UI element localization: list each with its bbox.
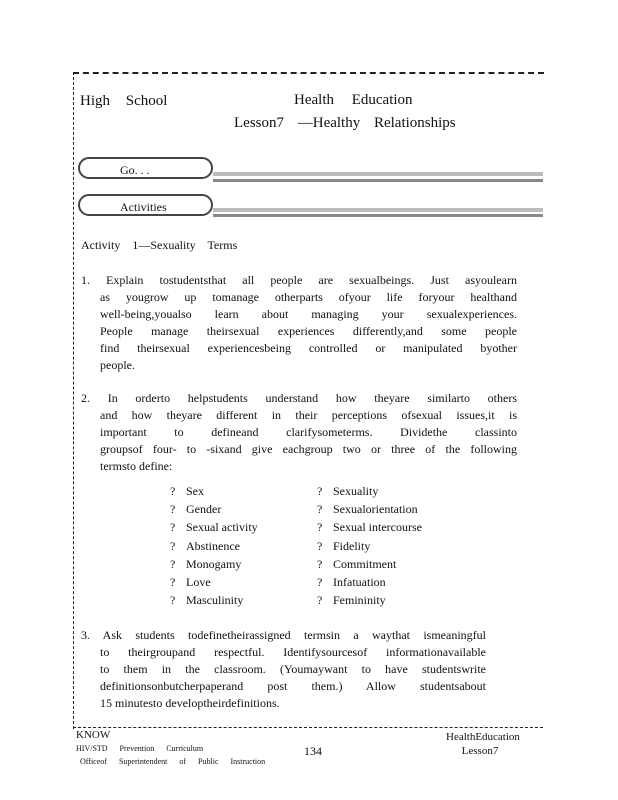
section-divider [213, 214, 543, 217]
paragraph-line: People manage theirsexual experiences differently,and some people [100, 324, 517, 338]
paragraph-line: definitionsonbutcherpaperand post them.) Allow studentsabout [100, 679, 486, 693]
footer-know-label: KNOW [76, 729, 111, 741]
section-divider [213, 172, 543, 176]
paragraph-line: 15 minutesto developtheirdefinitions. [100, 696, 280, 710]
paragraph-line: as yougrow up tomanage otherparts ofyour life foryour healthand [100, 290, 517, 304]
bullet-glyph: ? [170, 575, 176, 590]
footer-lesson-ref [446, 730, 520, 758]
section-divider [213, 179, 543, 182]
footer-divider [73, 727, 543, 728]
bullet-glyph: ? [170, 502, 176, 517]
term-item: ? Commitment [317, 555, 422, 573]
paragraph-line: and how theyare different in their perceptions ofsexual issues,it is [100, 408, 517, 422]
bullet-glyph: ? [170, 484, 176, 498]
activities-section-tab[interactable] [78, 194, 213, 216]
paragraph-line: important to defineand clarifysometerms. Dividethe classinto [100, 425, 517, 439]
bullet-glyph: ? [317, 502, 323, 517]
page-number: 134 [304, 744, 322, 758]
bullet-glyph: ? [317, 484, 323, 498]
footer-course: HealthEducation [446, 731, 520, 743]
paragraph-line: find theirsexual experiencesbeing controlled or manipulated byother [100, 341, 517, 355]
bullet-glyph: ? [170, 556, 176, 571]
footer-curriculum: HIV/STD Prevention Curriculum [76, 744, 204, 753]
bullet-glyph: ? [317, 593, 323, 608]
term-item: ? Sexual intercourse [317, 518, 422, 536]
activity-heading: Activity 1—Sexuality Terms [81, 238, 238, 252]
page-title: Health Education [294, 92, 413, 108]
terms-column-right [317, 482, 422, 609]
bullet-glyph: ? [170, 520, 176, 535]
paragraph-line: termsto define: [100, 459, 173, 473]
term-item: ? Sex [170, 482, 258, 500]
go-section-label: Go. . . [120, 163, 150, 177]
bullet-glyph: ? [170, 593, 176, 608]
bullet-glyph: ? [170, 538, 176, 553]
bullet-glyph: ? [317, 538, 323, 553]
section-divider [213, 208, 543, 212]
lesson-subtitle: Lesson7 —Healthy Relationships [234, 115, 456, 131]
term-item: ? Gender [170, 500, 258, 518]
bullet-glyph: ? [317, 556, 323, 571]
instruction-paragraph-3 [81, 627, 486, 712]
term-item: ? Abstinence [170, 537, 258, 555]
instruction-paragraph-2 [81, 390, 517, 475]
footer-office: Officeof Superintendent of Public Instruction [80, 757, 266, 766]
footer-lesson: Lesson7 [461, 745, 499, 757]
go-section-tab[interactable] [78, 157, 213, 179]
instruction-paragraph-1 [81, 272, 517, 374]
paragraph-line: 2. In orderto helpstudents understand how theyare similarto others [81, 391, 517, 405]
term-item: ? Love [170, 573, 258, 591]
terms-column-left [170, 482, 258, 609]
bullet-glyph: ? [317, 575, 323, 590]
term-item: ? Femininity [317, 591, 422, 609]
paragraph-line: people. [100, 358, 135, 372]
term-item: ? Sexual activity [170, 518, 258, 536]
term-item: ? Fidelity [317, 537, 422, 555]
grade-level-label: High School [80, 93, 168, 109]
term-item: ? Sexualorientation [317, 500, 422, 518]
activities-section-label: Activities [120, 200, 167, 214]
term-item: ? Monogamy [170, 555, 258, 573]
paragraph-line: to them in the classroom. (Youmaywant to have studentswrite [100, 662, 486, 676]
paragraph-line: groupsof four- to -sixand give eachgroup two or three of the following [100, 442, 517, 456]
bullet-glyph: ? [317, 520, 323, 535]
term-item: ? Infatuation [317, 573, 422, 591]
paragraph-line: 3. Ask students todefinetheirassigned termsin a waythat ismeaningful [81, 628, 486, 642]
term-item: ? Masculinity [170, 591, 258, 609]
paragraph-line: to theirgroupand respectful. Identifysourcesof informationavailable [100, 645, 486, 659]
term-item: ? Sexuality [317, 482, 422, 500]
paragraph-line: 1. Explain tostudentsthat all people are sexualbeings. Just asyoulearn [81, 273, 517, 287]
paragraph-line: well-being,youalso learn about managing your sexualexperiences. [100, 307, 517, 321]
